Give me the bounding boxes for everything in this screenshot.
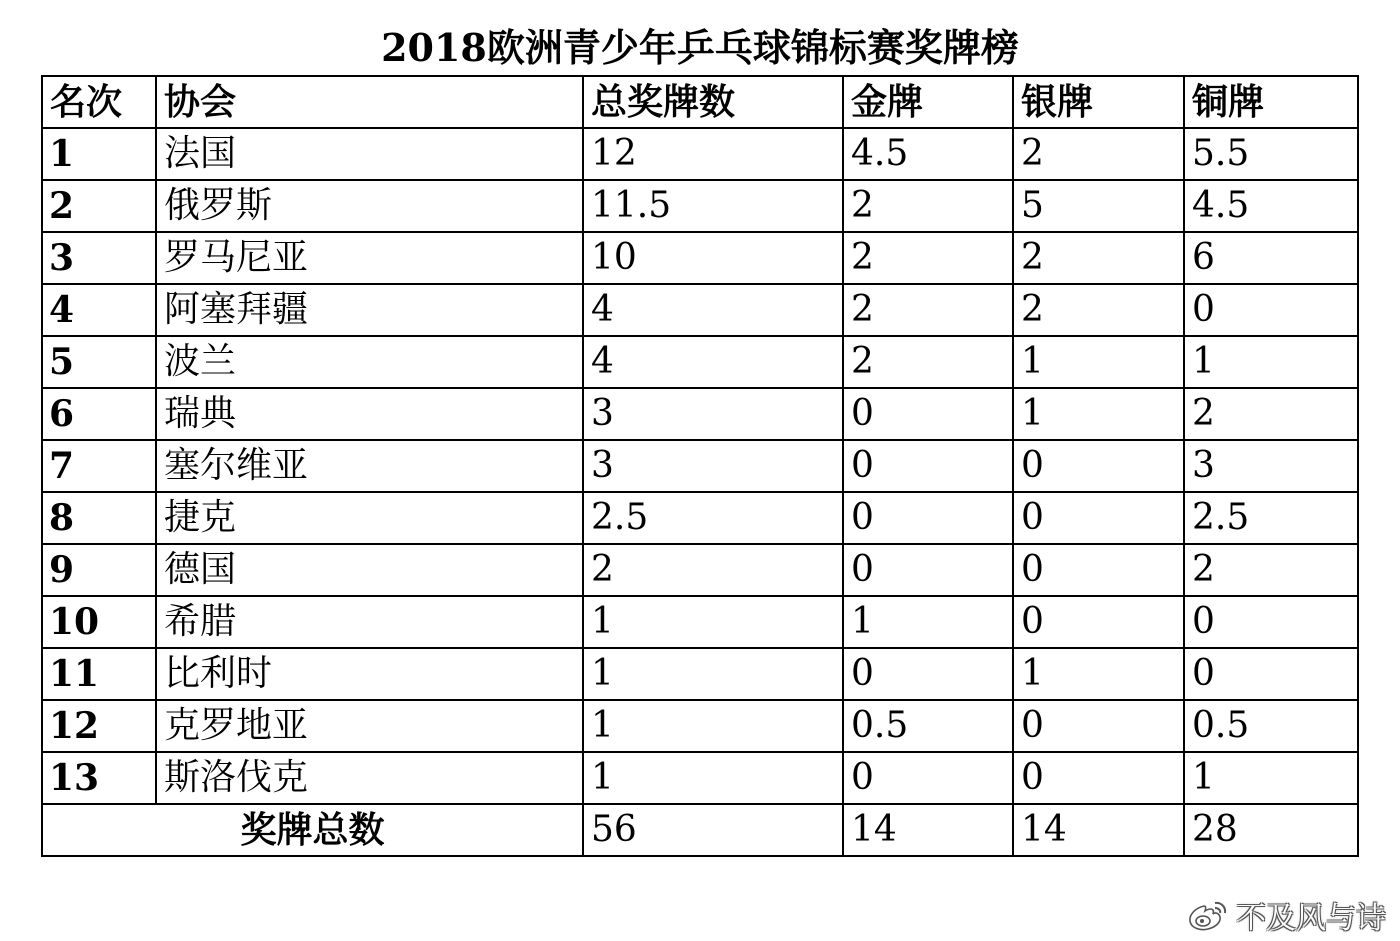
header-gold: 金牌 <box>843 76 1013 128</box>
cell-rank: 10 <box>42 596 156 648</box>
cell-silver: 2 <box>1013 284 1184 336</box>
header-bronze: 铜牌 <box>1184 76 1358 128</box>
cell-rank: 1 <box>42 128 156 180</box>
cell-association: 俄罗斯 <box>156 180 583 232</box>
cell-total: 1 <box>583 648 843 700</box>
cell-silver: 0 <box>1013 440 1184 492</box>
watermark-text: 不及风与诗 <box>1236 901 1386 936</box>
table-row <box>42 128 1358 180</box>
cell-total: 1 <box>583 700 843 752</box>
cell-silver: 0 <box>1013 700 1184 752</box>
table-row <box>42 700 1358 752</box>
cell-total: 4 <box>583 336 843 388</box>
cell-silver: 0 <box>1013 752 1184 804</box>
cell-gold: 0 <box>843 544 1013 596</box>
table-row <box>42 648 1358 700</box>
header-total: 总奖牌数 <box>583 76 843 128</box>
header-row <box>42 76 1358 128</box>
cell-association: 罗马尼亚 <box>156 232 583 284</box>
cell-rank: 4 <box>42 284 156 336</box>
cell-silver: 0 <box>1013 492 1184 544</box>
cell-gold: 2 <box>843 284 1013 336</box>
cell-bronze: 6 <box>1184 232 1358 284</box>
cell-association: 瑞典 <box>156 388 583 440</box>
cell-gold: 4.5 <box>843 128 1013 180</box>
cell-association: 德国 <box>156 544 583 596</box>
cell-total: 11.5 <box>583 180 843 232</box>
cell-total: 12 <box>583 128 843 180</box>
cell-gold: 0 <box>843 440 1013 492</box>
cell-silver: 1 <box>1013 336 1184 388</box>
cell-association: 希腊 <box>156 596 583 648</box>
cell-silver: 2 <box>1013 232 1184 284</box>
cell-silver: 1 <box>1013 648 1184 700</box>
cell-bronze: 5.5 <box>1184 128 1358 180</box>
cell-association: 阿塞拜疆 <box>156 284 583 336</box>
cell-gold: 0 <box>843 492 1013 544</box>
cell-bronze: 0 <box>1184 596 1358 648</box>
cell-association: 比利时 <box>156 648 583 700</box>
cell-bronze: 0.5 <box>1184 700 1358 752</box>
cell-rank: 3 <box>42 232 156 284</box>
table-row <box>42 492 1358 544</box>
cell-gold: 2 <box>843 232 1013 284</box>
cell-rank: 12 <box>42 700 156 752</box>
cell-total: 2 <box>583 544 843 596</box>
cell-gold: 0 <box>843 752 1013 804</box>
header-association: 协会 <box>156 76 583 128</box>
totals-silver: 14 <box>1013 804 1184 856</box>
table-row <box>42 284 1358 336</box>
totals-label: 奖牌总数 <box>42 804 583 856</box>
cell-gold: 1 <box>843 596 1013 648</box>
cell-association: 波兰 <box>156 336 583 388</box>
table-row <box>42 544 1358 596</box>
cell-bronze: 2 <box>1184 544 1358 596</box>
table-row <box>42 440 1358 492</box>
cell-gold: 0.5 <box>843 700 1013 752</box>
table-row <box>42 232 1358 284</box>
cell-total: 10 <box>583 232 843 284</box>
cell-total: 2.5 <box>583 492 843 544</box>
table-row <box>42 336 1358 388</box>
cell-bronze: 2.5 <box>1184 492 1358 544</box>
medal-table <box>41 75 1359 857</box>
cell-association: 克罗地亚 <box>156 700 583 752</box>
cell-gold: 0 <box>843 388 1013 440</box>
cell-bronze: 0 <box>1184 648 1358 700</box>
totals-row <box>42 804 1358 856</box>
cell-total: 1 <box>583 596 843 648</box>
cell-bronze: 3 <box>1184 440 1358 492</box>
cell-association: 斯洛伐克 <box>156 752 583 804</box>
table-row <box>42 752 1358 804</box>
totals-total: 56 <box>583 804 843 856</box>
cell-bronze: 2 <box>1184 388 1358 440</box>
table-row <box>42 180 1358 232</box>
cell-rank: 7 <box>42 440 156 492</box>
cell-total: 3 <box>583 440 843 492</box>
cell-rank: 6 <box>42 388 156 440</box>
table-row <box>42 388 1358 440</box>
header-silver: 银牌 <box>1013 76 1184 128</box>
cell-silver: 2 <box>1013 128 1184 180</box>
cell-bronze: 4.5 <box>1184 180 1358 232</box>
totals-gold: 14 <box>843 804 1013 856</box>
cell-gold: 2 <box>843 180 1013 232</box>
cell-gold: 0 <box>843 648 1013 700</box>
cell-total: 1 <box>583 752 843 804</box>
cell-rank: 8 <box>42 492 156 544</box>
cell-bronze: 0 <box>1184 284 1358 336</box>
table-row <box>42 596 1358 648</box>
cell-gold: 2 <box>843 336 1013 388</box>
cell-silver: 0 <box>1013 596 1184 648</box>
cell-rank: 5 <box>42 336 156 388</box>
cell-total: 3 <box>583 388 843 440</box>
cell-bronze: 1 <box>1184 336 1358 388</box>
cell-rank: 9 <box>42 544 156 596</box>
cell-silver: 0 <box>1013 544 1184 596</box>
cell-silver: 1 <box>1013 388 1184 440</box>
weibo-icon <box>1186 897 1230 933</box>
page-title: 2018欧洲青少年乒乓球锦标赛奖牌榜 <box>381 25 1019 70</box>
cell-association: 捷克 <box>156 492 583 544</box>
header-rank: 名次 <box>42 76 156 128</box>
watermark <box>1186 895 1386 935</box>
cell-bronze: 1 <box>1184 752 1358 804</box>
cell-rank: 2 <box>42 180 156 232</box>
cell-association: 塞尔维亚 <box>156 440 583 492</box>
cell-rank: 11 <box>42 648 156 700</box>
cell-silver: 5 <box>1013 180 1184 232</box>
cell-rank: 13 <box>42 752 156 804</box>
totals-bronze: 28 <box>1184 804 1358 856</box>
cell-association: 法国 <box>156 128 583 180</box>
cell-total: 4 <box>583 284 843 336</box>
